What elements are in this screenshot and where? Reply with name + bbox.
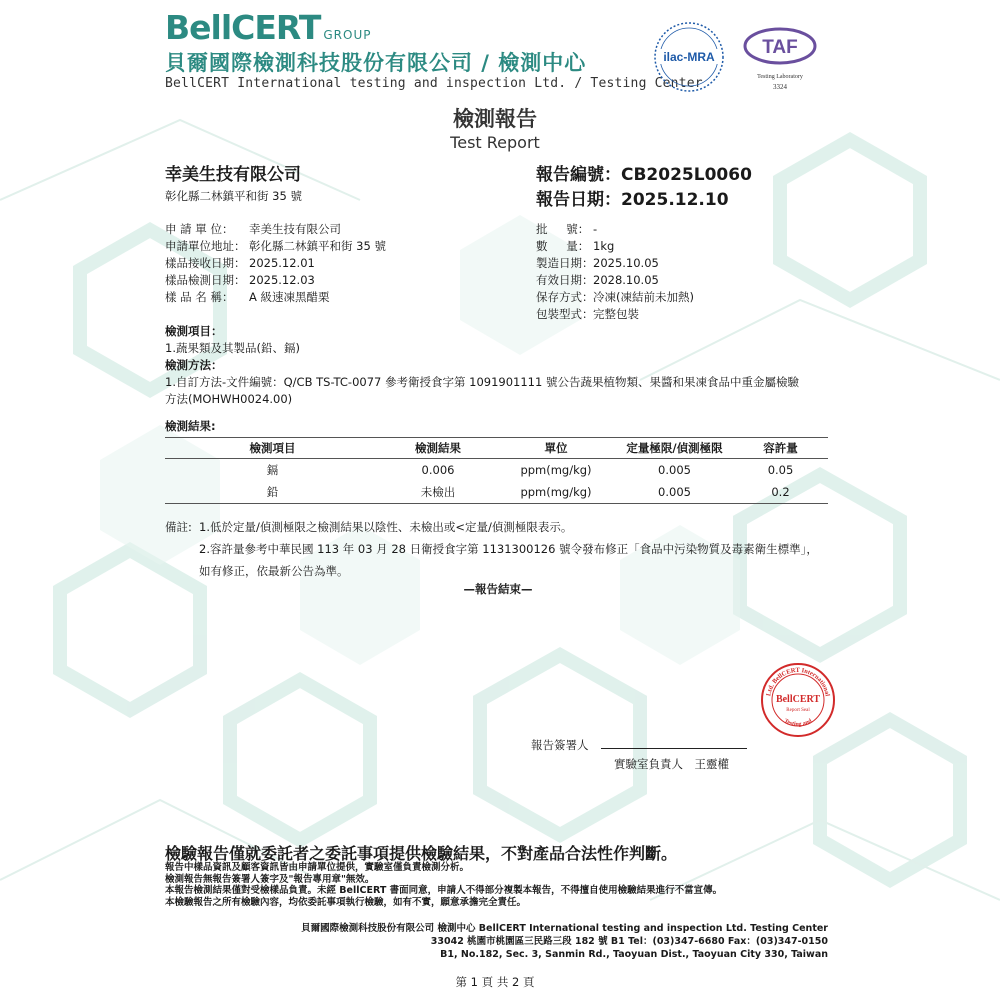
disclaimer-line: 本檢驗報告之所有檢驗內容，均依委託事項執行檢驗，如有不實，願意承擔完全責任。	[165, 896, 527, 908]
table-cell: 0.006	[421, 463, 455, 477]
table-cell: 0.005	[658, 463, 691, 477]
info-row-storage	[536, 289, 694, 306]
seal-arc-bottom-text: Testing and	[782, 718, 814, 728]
table-cell: 鉛	[165, 481, 380, 504]
info-value: 完整包裝	[593, 307, 639, 321]
results-label: 檢測結果:	[165, 419, 216, 433]
disclaimer-line: 報告中樣品資訊及顧客資訊皆由申請單位提供，實驗室僅負責檢測分析。	[165, 862, 470, 873]
info-value: 2028.10.05	[593, 273, 659, 287]
info-label: 有效日期：	[536, 273, 594, 287]
info-label: 申 請 單 位：	[165, 222, 234, 236]
sample-info-left	[165, 221, 386, 306]
info-value: 2025.12.03	[249, 273, 315, 287]
test-items-section	[165, 323, 835, 408]
info-label: 樣品檢測日期：	[165, 273, 246, 287]
info-value: 2025.12.01	[249, 256, 315, 270]
report-title-en: Test Report	[450, 133, 540, 152]
taf-number: 3324	[773, 83, 787, 91]
info-value: 冷凍(凍結前未加熱)	[593, 290, 694, 304]
test-items-value: 1.蔬果類及其製品(鉛、鎘)	[165, 341, 300, 355]
disclaimer-line: 本報告檢測結果僅對受檢樣品負責。未經 BellCERT 書面同意，申請人不得部分複製本報告，不得擅自使用檢驗結果進行不當宣傳。	[165, 885, 723, 896]
table-cell: 0.2	[733, 481, 828, 504]
info-row-sample-name	[165, 289, 386, 306]
notes-section	[165, 516, 818, 582]
table-cell: 未檢出	[380, 481, 496, 504]
ilac-logo-text: ilac-MRA	[663, 50, 715, 64]
info-value: 幸美生技有限公司	[249, 222, 341, 236]
info-row-packaging	[536, 306, 694, 323]
footer-line: 33042 桃園市桃園區三民路三段 182 號 B1 Tel：(03)347-6680 Fax：(03)347-0150	[430, 936, 828, 947]
info-value: -	[593, 222, 598, 236]
company-name-en: BellCERT International testing and inspection Ltd. / Testing Center	[165, 76, 703, 91]
seal-sub-text: Report Seal	[786, 708, 810, 713]
disclaimer-headline: 檢驗報告僅就委託者之委託事項提供檢驗結果，不對產品合法性作判斷。	[165, 844, 678, 863]
results-header-row	[165, 438, 828, 459]
info-value: 2025.10.05	[593, 256, 659, 270]
table-cell: 0.05	[767, 463, 794, 477]
note-line	[165, 560, 818, 582]
test-method-line2: 方法(MOHWH0024.00)	[165, 392, 293, 406]
ilac-mra-logo	[652, 20, 726, 94]
report-date-value: 2025.12.10	[621, 190, 729, 210]
column-header: 單位	[496, 438, 616, 459]
report-date-label: 報告日期：	[536, 190, 621, 210]
table-row	[165, 459, 828, 482]
info-row-batch	[536, 221, 694, 238]
report-title-zh: 檢測報告	[453, 107, 537, 131]
table-cell: 0.005	[616, 481, 733, 504]
info-label: 保存方式：	[536, 290, 594, 304]
page-number: 第 1 頁 共 2 頁	[455, 975, 535, 989]
results-table	[165, 437, 828, 504]
info-row-quantity	[536, 238, 694, 255]
brand-name: BellCERT	[165, 8, 321, 47]
note-text: 1.低於定量/偵測極限之檢測結果以陰性、未檢出或<定量/偵測極限表示。	[199, 520, 573, 534]
seal-center-text: BellCERT	[775, 694, 821, 705]
info-label: 申請單位地址：	[165, 239, 246, 253]
report-number	[536, 160, 752, 185]
note-line	[165, 516, 818, 538]
test-method-label: 檢測方法：	[165, 358, 223, 372]
info-label: 樣 品 名 稱：	[165, 290, 234, 304]
footer-line: 貝爾國際檢測科技股份有限公司 檢測中心 BellCERT International testing and inspection Ltd. Testing Center	[301, 923, 828, 934]
column-header: 檢測結果	[380, 438, 496, 459]
info-label: 批 號：	[536, 222, 590, 236]
report-date	[536, 185, 729, 210]
brand-logo	[165, 8, 371, 47]
client-name: 幸美生技有限公司	[165, 165, 301, 185]
info-label: 包裝型式：	[536, 307, 594, 321]
company-name-zh: 貝爾國際檢測科技股份有限公司 / 檢測中心	[165, 51, 587, 75]
table-cell: ppm(mg/kg)	[496, 481, 616, 504]
info-value: 彰化縣二林鎮平和街 35 號	[249, 239, 386, 253]
info-row-manufacture-date	[536, 255, 694, 272]
signature-label: 報告簽署人	[531, 738, 589, 752]
info-row-received-date	[165, 255, 386, 272]
info-row-applicant-address	[165, 238, 386, 255]
column-header: 定量極限/偵測極限	[616, 438, 733, 459]
info-value: A 級速凍黑醋栗	[249, 290, 330, 304]
disclaimer-line: 檢測報告無報告簽署人簽字及"報告專用章"無效。	[165, 873, 375, 885]
taf-caption: Testing Laboratory	[757, 74, 803, 80]
taf-logo-text: TAF	[762, 37, 798, 58]
test-items-label: 檢測項目：	[165, 324, 223, 338]
note-line	[165, 538, 818, 560]
test-method-line1: 1.自訂方法-文件編號：Q/CB TS-TC-0077 參考衛授食字第 1091901111 號公告蔬果植物類、果醬和果凍食品中重金屬檢驗	[165, 375, 799, 389]
column-header: 檢測項目	[165, 438, 380, 459]
report-number-label: 報告編號：	[536, 165, 621, 185]
table-cell: ppm(mg/kg)	[520, 463, 592, 477]
info-value: 1kg	[593, 239, 615, 253]
notes-label: 備註:	[165, 520, 192, 534]
table-cell: 鎘	[266, 463, 279, 477]
brand-suffix: GROUP	[323, 28, 372, 42]
signature-line	[601, 748, 747, 749]
table-row	[165, 481, 828, 504]
info-row-applicant	[165, 221, 386, 238]
column-header: 容許量	[733, 438, 828, 459]
disclaimer-details	[165, 862, 722, 908]
report-number-value: CB2025L0060	[621, 165, 752, 185]
report-end-mark: —報告結束—	[463, 582, 533, 596]
company-footer	[301, 922, 828, 961]
info-label: 製造日期：	[536, 256, 594, 270]
footer-line: B1, No.182, Sec. 3, Sanmin Rd., Taoyuan Dist., Taoyuan City 330, Taiwan	[440, 949, 828, 960]
signer-name: 實驗室負責人 王靈權	[614, 757, 729, 771]
client-address: 彰化縣二林鎮平和街 35 號	[165, 189, 302, 203]
note-text: 2.容許量參考中華民國 113 年 03 月 28 日衛授食字第 1131300126 號令發布修正「食品中污染物質及毒素衛生標準」，	[199, 542, 818, 556]
taf-logo	[740, 24, 822, 94]
report-seal-stamp	[760, 662, 836, 738]
info-row-test-date	[165, 272, 386, 289]
note-text: 如有修正，依最新公告為準。	[199, 564, 349, 578]
info-label: 數 量：	[536, 239, 590, 253]
seal-arc-text: Ltd. BellCERT International	[765, 666, 831, 697]
svg-text:Testing and	[783, 718, 814, 728]
info-row-expiry-date	[536, 272, 694, 289]
info-label: 樣品接收日期：	[165, 256, 246, 270]
sample-info-right	[536, 221, 694, 323]
